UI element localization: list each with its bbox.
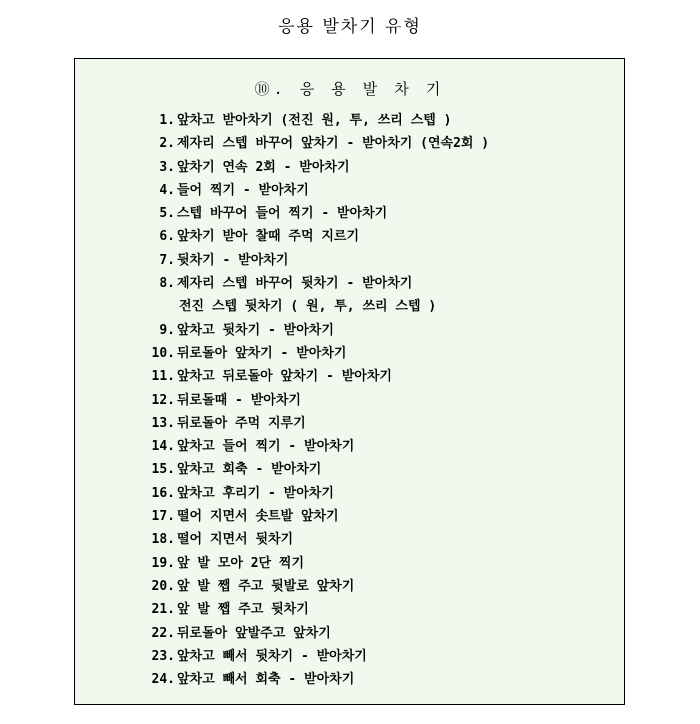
list-item-text: 들어 찍기 - 받아차기	[177, 182, 309, 198]
list-item-text: 앞차기 받아 찰때 주먹 지르기	[177, 229, 360, 245]
list-item	[149, 132, 489, 155]
list-item	[149, 342, 489, 365]
list-item	[149, 505, 489, 528]
list-item-number: 3.	[159, 159, 175, 175]
list-item-text: 뒤로돌때 - 받아차기	[177, 392, 301, 408]
section-title: ⑩. 응 용 발 차 기	[254, 80, 445, 98]
list-item-text: 앞 발 쨉 주고 뒷차기	[177, 602, 309, 618]
list-item-number: 16.	[151, 485, 175, 501]
list-item	[149, 435, 489, 458]
page-title: 응용 발차기 유형	[278, 17, 422, 37]
list-item	[149, 622, 489, 645]
list-item	[149, 272, 489, 295]
list-item	[149, 225, 489, 248]
list-item-text: 떨어 지면서 솟트발 앞차기	[177, 509, 339, 525]
list-item	[149, 552, 489, 575]
list-item-text: 앞차기 연속 2회 - 받아차기	[177, 159, 350, 175]
list-item-number: 20.	[151, 578, 175, 594]
list-item-text: 앞 발 쨉 주고 뒷발로 앞차기	[177, 578, 355, 594]
list-item-number: 11.	[151, 369, 175, 385]
list-item-text: 앞차고 받아차기 (전진 원, 투, 쓰리 스텝 )	[177, 113, 452, 128]
list-item	[149, 109, 489, 132]
list-item-number: 6.	[159, 229, 175, 245]
list-item-text: 전진 스텝 뒷차기 ( 원, 투, 쓰리 스텝 )	[179, 299, 437, 315]
list-item-number: 10.	[151, 345, 175, 361]
list-item	[149, 645, 489, 668]
list-item-number: 21.	[151, 602, 175, 618]
list-item-number: 15.	[151, 462, 175, 478]
list-item-text: 앞 발 모아 2단 찍기	[177, 555, 305, 571]
list-item-text: 스텝 바꾸어 들어 찍기 - 받아차기	[177, 206, 388, 222]
list-item	[149, 365, 489, 388]
list-item-number: 17.	[151, 509, 175, 525]
list-item	[149, 528, 489, 551]
list-item-text: 떨어 지면서 뒷차기	[177, 532, 294, 548]
list-item-text: 제자리 스텝 바꾸어 뒷차기 - 받아차기	[177, 276, 413, 292]
list-item	[149, 319, 489, 342]
list-item-number: 18.	[151, 532, 175, 548]
list-item-number: 22.	[151, 625, 175, 641]
list-item	[149, 179, 489, 202]
list-item-number: 24.	[151, 672, 175, 688]
list-item	[149, 389, 489, 412]
content-box	[74, 58, 625, 705]
list-item-text: 제자리 스텝 바꾸어 앞차기 - 받아차기 (연속2회 )	[177, 136, 490, 152]
list-item	[149, 412, 489, 435]
list-item-text: 앞차고 후리기 - 받아차기	[177, 485, 334, 501]
list-item	[149, 598, 489, 621]
list-item	[149, 249, 489, 272]
list-item-number: 4.	[159, 182, 175, 198]
list-item-number: 12.	[151, 392, 175, 408]
list-item-text: 앞차고 들어 찍기 - 받아차기	[177, 439, 355, 455]
list-item-number: 9.	[159, 322, 175, 338]
technique-list	[149, 109, 489, 691]
list-item-text: 앞차고 뒷차기 - 받아차기	[177, 322, 334, 338]
list-item-text: 앞차고 뒤로돌아 앞차기 - 받아차기	[177, 369, 392, 385]
list-item-text: 뒤로돌아 주먹 지루기	[177, 415, 306, 431]
list-item-text: 앞차고 빼서 회축 - 받아차기	[177, 672, 355, 688]
list-item-text: 앞차고 회축 - 받아차기	[177, 462, 322, 478]
list-item	[149, 295, 489, 318]
list-item	[149, 575, 489, 598]
list-item-number: 14.	[151, 439, 175, 455]
list-item-text: 뒤로돌아 앞발주고 앞차기	[177, 625, 331, 641]
list-item	[149, 458, 489, 481]
list-item-number: 23.	[151, 648, 175, 664]
list-item-number: 19.	[151, 555, 175, 571]
list-item-number: 5.	[159, 206, 175, 222]
list-item	[149, 482, 489, 505]
list-item-number: 2.	[159, 136, 175, 152]
list-item-number: 8.	[159, 276, 175, 292]
list-item-number: 7.	[159, 252, 175, 268]
list-item	[149, 156, 489, 179]
list-item-number: 1.	[159, 113, 175, 128]
list-item-text: 뒷차기 - 받아차기	[177, 252, 289, 268]
list-item-text: 앞차고 빼서 뒷차기 - 받아차기	[177, 648, 367, 664]
list-item	[149, 202, 489, 225]
list-item-number: 13.	[151, 415, 175, 431]
list-item-text: 뒤로돌아 앞차기 - 받아차기	[177, 345, 347, 361]
list-item	[149, 668, 489, 691]
